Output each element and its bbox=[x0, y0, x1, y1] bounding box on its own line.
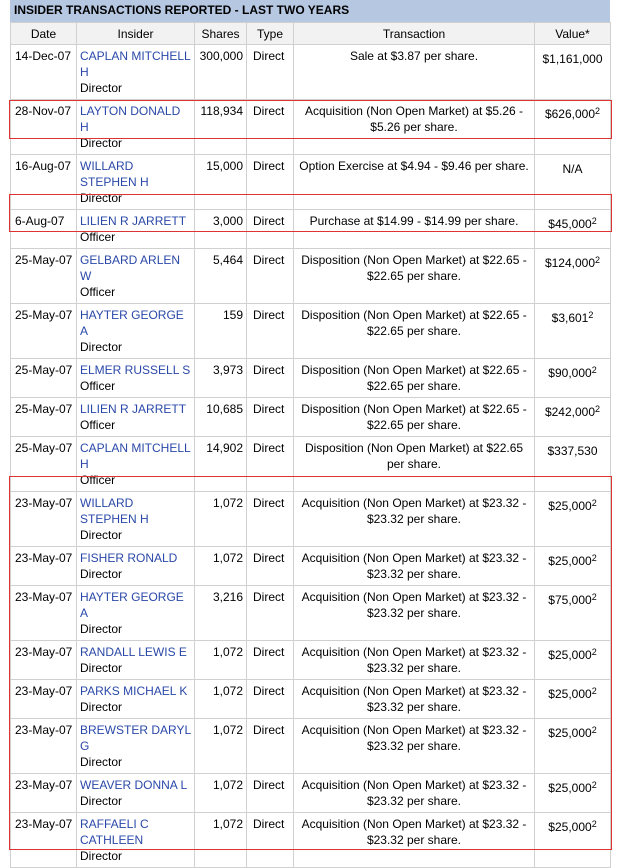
row-value bbox=[535, 547, 611, 586]
row-type: Direct bbox=[247, 641, 294, 680]
table-row bbox=[11, 680, 611, 719]
value-amount: $25,000 bbox=[548, 726, 592, 740]
row-insider bbox=[77, 359, 195, 398]
table-row bbox=[11, 437, 611, 492]
insider-role: Director bbox=[80, 191, 123, 205]
value-amount: $3,601 bbox=[551, 311, 589, 325]
row-date: 23-May-07 bbox=[11, 680, 77, 719]
row-type: Direct bbox=[247, 492, 294, 547]
insider-name-link[interactable]: GELBARD ARLEN W bbox=[80, 253, 181, 283]
row-transaction: Acquisition (Non Open Market) at $23.32 - $23.32 per share. bbox=[294, 680, 535, 719]
value-amount: $90,000 bbox=[548, 366, 592, 380]
insider-name-link[interactable]: ELMER RUSSELL S bbox=[80, 363, 191, 377]
insider-role: Director bbox=[80, 661, 123, 675]
row-insider bbox=[77, 100, 195, 155]
section-title-bar bbox=[10, 0, 610, 23]
value-amount: $25,000 bbox=[548, 820, 592, 834]
column-header-transaction: Transaction bbox=[294, 23, 535, 45]
row-value bbox=[535, 492, 611, 547]
insider-name-link[interactable]: LILIEN R JARRETT bbox=[80, 214, 187, 228]
row-type: Direct bbox=[247, 249, 294, 304]
row-transaction: Sale at $3.87 per share. bbox=[294, 45, 535, 100]
row-type: Direct bbox=[247, 100, 294, 155]
row-shares: 1,072 bbox=[195, 680, 247, 719]
row-date: 23-May-07 bbox=[11, 492, 77, 547]
row-value bbox=[535, 359, 611, 398]
row-insider bbox=[77, 492, 195, 547]
value-amount: $337,530 bbox=[547, 444, 598, 458]
table-row bbox=[11, 492, 611, 547]
row-transaction: Acquisition (Non Open Market) at $23.32 - $23.32 per share. bbox=[294, 586, 535, 641]
value-amount: N/A bbox=[562, 162, 583, 176]
row-transaction: Disposition (Non Open Market) at $22.65 - $22.65 per share. bbox=[294, 304, 535, 359]
insider-name-link[interactable]: RAFFAELI C CATHLEEN bbox=[80, 817, 149, 847]
value-amount: $25,000 bbox=[548, 499, 592, 513]
row-insider bbox=[77, 680, 195, 719]
table-row bbox=[11, 359, 611, 398]
row-value bbox=[535, 249, 611, 304]
row-transaction: Acquisition (Non Open Market) at $23.32 - $23.32 per share. bbox=[294, 774, 535, 813]
row-date: 23-May-07 bbox=[11, 586, 77, 641]
row-date: 25-May-07 bbox=[11, 437, 77, 492]
table-row bbox=[11, 100, 611, 155]
row-date: 23-May-07 bbox=[11, 547, 77, 586]
footnote-marker: 2 bbox=[588, 310, 594, 320]
row-type: Direct bbox=[247, 586, 294, 641]
column-header-date: Date bbox=[11, 23, 77, 45]
footnote-marker: 2 bbox=[591, 819, 597, 829]
row-value bbox=[535, 641, 611, 680]
insider-role: Director bbox=[80, 622, 123, 636]
table-row bbox=[11, 249, 611, 304]
footnote-marker: 2 bbox=[591, 216, 597, 226]
row-date: 6-Aug-07 bbox=[11, 210, 77, 249]
column-header-value: Value* bbox=[535, 23, 611, 45]
footnote-marker: 2 bbox=[591, 686, 597, 696]
footnote-marker: 2 bbox=[591, 592, 597, 602]
row-insider bbox=[77, 249, 195, 304]
table-row bbox=[11, 719, 611, 774]
row-value bbox=[535, 45, 611, 100]
insider-role: Director bbox=[80, 849, 123, 863]
row-shares: 3,000 bbox=[195, 210, 247, 249]
footnote-marker: 2 bbox=[595, 404, 601, 414]
insider-role: Officer bbox=[80, 473, 116, 487]
table-header-row bbox=[11, 23, 611, 45]
row-shares: 1,072 bbox=[195, 719, 247, 774]
table-row bbox=[11, 774, 611, 813]
row-transaction: Acquisition (Non Open Market) at $23.32 - $23.32 per share. bbox=[294, 492, 535, 547]
row-shares: 5,464 bbox=[195, 249, 247, 304]
column-header-shares: Shares bbox=[195, 23, 247, 45]
row-type: Direct bbox=[247, 45, 294, 100]
row-value bbox=[535, 813, 611, 868]
footnote-marker: 2 bbox=[595, 106, 601, 116]
row-shares: 1,072 bbox=[195, 547, 247, 586]
row-shares: 3,216 bbox=[195, 586, 247, 641]
insider-name-link[interactable]: FISHER RONALD bbox=[80, 551, 178, 565]
insider-name-link[interactable]: RANDALL LEWIS E bbox=[80, 645, 187, 659]
row-insider bbox=[77, 155, 195, 210]
row-date: 23-May-07 bbox=[11, 719, 77, 774]
row-shares: 1,072 bbox=[195, 492, 247, 547]
row-value bbox=[535, 155, 611, 210]
row-date: 25-May-07 bbox=[11, 359, 77, 398]
table-row bbox=[11, 45, 611, 100]
value-amount: $1,161,000 bbox=[542, 52, 603, 66]
table-body bbox=[11, 45, 611, 868]
insider-name-link[interactable]: CAPLAN MITCHELL H bbox=[80, 441, 191, 471]
value-amount: $626,000 bbox=[544, 107, 596, 121]
row-value bbox=[535, 304, 611, 359]
row-transaction: Acquisition (Non Open Market) at $5.26 - $5.26 per share. bbox=[294, 100, 535, 155]
row-shares: 1,072 bbox=[195, 813, 247, 868]
row-date: 25-May-07 bbox=[11, 304, 77, 359]
value-amount: $75,000 bbox=[548, 593, 592, 607]
row-shares: 10,685 bbox=[195, 398, 247, 437]
row-transaction: Disposition (Non Open Market) at $22.65 - $22.65 per share. bbox=[294, 398, 535, 437]
row-value bbox=[535, 100, 611, 155]
insider-role: Officer bbox=[80, 285, 116, 299]
row-insider bbox=[77, 304, 195, 359]
row-date: 16-Aug-07 bbox=[11, 155, 77, 210]
insider-role: Director bbox=[80, 755, 123, 769]
row-insider bbox=[77, 719, 195, 774]
insider-name-link[interactable]: HAYTER GEORGE A bbox=[80, 308, 184, 338]
table-row bbox=[11, 547, 611, 586]
insider-transactions-table bbox=[10, 22, 611, 868]
row-date: 23-May-07 bbox=[11, 641, 77, 680]
insider-role: Officer bbox=[80, 379, 116, 393]
row-type: Direct bbox=[247, 398, 294, 437]
value-amount: $25,000 bbox=[548, 781, 592, 795]
row-shares: 1,072 bbox=[195, 641, 247, 680]
footnote-marker: 2 bbox=[595, 255, 601, 265]
table-row bbox=[11, 641, 611, 680]
footnote-marker: 2 bbox=[591, 553, 597, 563]
value-amount: $242,000 bbox=[544, 405, 596, 419]
row-shares: 14,902 bbox=[195, 437, 247, 492]
row-type: Direct bbox=[247, 359, 294, 398]
section-title: INSIDER TRANSACTIONS REPORTED - LAST TWO YEARS bbox=[14, 3, 350, 17]
column-header-type: Type bbox=[247, 23, 294, 45]
row-insider bbox=[77, 398, 195, 437]
insider-name-link[interactable]: LAYTON DONALD H bbox=[80, 104, 181, 134]
insider-name-link[interactable]: LILIEN R JARRETT bbox=[80, 402, 187, 416]
value-amount: $25,000 bbox=[548, 554, 592, 568]
insider-role: Director bbox=[80, 567, 123, 581]
row-type: Direct bbox=[247, 680, 294, 719]
row-value bbox=[535, 774, 611, 813]
insider-role: Director bbox=[80, 794, 123, 808]
row-shares: 300,000 bbox=[195, 45, 247, 100]
row-shares: 1,072 bbox=[195, 774, 247, 813]
footnote-marker: 2 bbox=[591, 725, 597, 735]
row-type: Direct bbox=[247, 547, 294, 586]
table-row bbox=[11, 398, 611, 437]
insider-role: Director bbox=[80, 136, 123, 150]
insider-role: Director bbox=[80, 528, 123, 542]
value-amount: $25,000 bbox=[548, 687, 592, 701]
row-type: Direct bbox=[247, 813, 294, 868]
insider-name-link[interactable]: WEAVER DONNA L bbox=[80, 778, 188, 792]
insider-name-link[interactable]: CAPLAN MITCHELL H bbox=[80, 49, 191, 79]
row-value bbox=[535, 210, 611, 249]
row-type: Direct bbox=[247, 210, 294, 249]
value-amount: $124,000 bbox=[544, 256, 596, 270]
footnote-marker: 2 bbox=[591, 498, 597, 508]
footnote-marker: 2 bbox=[591, 365, 597, 375]
row-transaction: Disposition (Non Open Market) at $22.65 - $22.65 per share. bbox=[294, 359, 535, 398]
row-transaction: Disposition (Non Open Market) at $22.65 - $22.65 per share. bbox=[294, 249, 535, 304]
insider-role: Director bbox=[80, 700, 123, 714]
table-row bbox=[11, 304, 611, 359]
row-transaction: Acquisition (Non Open Market) at $23.32 - $23.32 per share. bbox=[294, 641, 535, 680]
row-date: 28-Nov-07 bbox=[11, 100, 77, 155]
row-insider bbox=[77, 437, 195, 492]
row-value bbox=[535, 719, 611, 774]
row-type: Direct bbox=[247, 774, 294, 813]
row-shares: 159 bbox=[195, 304, 247, 359]
value-amount: $25,000 bbox=[548, 648, 592, 662]
value-amount: $45,000 bbox=[548, 217, 592, 231]
row-transaction: Acquisition (Non Open Market) at $23.32 - $23.32 per share. bbox=[294, 719, 535, 774]
row-transaction: Purchase at $14.99 - $14.99 per share. bbox=[294, 210, 535, 249]
table-row bbox=[11, 813, 611, 868]
row-transaction: Disposition (Non Open Market) at $22.65 per share. bbox=[294, 437, 535, 492]
insider-role: Director bbox=[80, 81, 123, 95]
row-type: Direct bbox=[247, 719, 294, 774]
row-insider bbox=[77, 774, 195, 813]
insider-name-link[interactable]: WILLARD STEPHEN H bbox=[80, 159, 149, 189]
row-insider bbox=[77, 45, 195, 100]
table-row bbox=[11, 210, 611, 249]
row-type: Direct bbox=[247, 304, 294, 359]
footnote-marker: 2 bbox=[591, 647, 597, 657]
table-row bbox=[11, 586, 611, 641]
insider-role: Officer bbox=[80, 230, 116, 244]
row-insider bbox=[77, 813, 195, 868]
row-shares: 118,934 bbox=[195, 100, 247, 155]
insider-name-link[interactable]: HAYTER GEORGE A bbox=[80, 590, 184, 620]
row-date: 23-May-07 bbox=[11, 813, 77, 868]
footnote-marker: 2 bbox=[591, 780, 597, 790]
row-type: Direct bbox=[247, 155, 294, 210]
row-date: 25-May-07 bbox=[11, 398, 77, 437]
column-header-insider: Insider bbox=[77, 23, 195, 45]
row-transaction: Option Exercise at $4.94 - $9.46 per share. bbox=[294, 155, 535, 210]
row-value bbox=[535, 437, 611, 492]
row-date: 14-Dec-07 bbox=[11, 45, 77, 100]
row-date: 23-May-07 bbox=[11, 774, 77, 813]
row-transaction: Acquisition (Non Open Market) at $23.32 - $23.32 per share. bbox=[294, 547, 535, 586]
row-value bbox=[535, 398, 611, 437]
row-value bbox=[535, 680, 611, 719]
row-type: Direct bbox=[247, 437, 294, 492]
insider-name-link[interactable]: WILLARD STEPHEN H bbox=[80, 496, 149, 526]
table-row bbox=[11, 155, 611, 210]
row-date: 25-May-07 bbox=[11, 249, 77, 304]
row-insider bbox=[77, 586, 195, 641]
row-shares: 3,973 bbox=[195, 359, 247, 398]
row-value bbox=[535, 586, 611, 641]
row-insider bbox=[77, 641, 195, 680]
row-insider bbox=[77, 210, 195, 249]
insider-name-link[interactable]: BREWSTER DARYL G bbox=[80, 723, 191, 753]
row-insider bbox=[77, 547, 195, 586]
row-shares: 15,000 bbox=[195, 155, 247, 210]
insider-name-link[interactable]: PARKS MICHAEL K bbox=[80, 684, 188, 698]
insider-role: Officer bbox=[80, 418, 116, 432]
insider-role: Director bbox=[80, 340, 123, 354]
row-transaction: Acquisition (Non Open Market) at $23.32 - $23.32 per share. bbox=[294, 813, 535, 868]
